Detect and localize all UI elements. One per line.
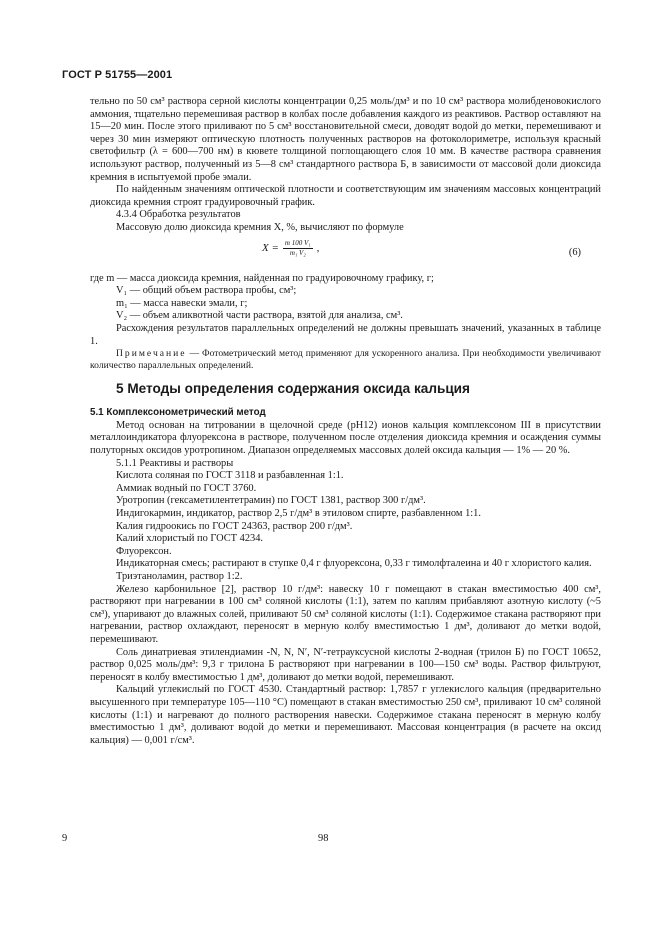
paragraph: Метод основан на титровании в щелочной среде (рН12) ионов кальция комплексоном III в присутствии металлоиндикатора флуорексона в растворе, полученном после отделения диоксида кремния и осаждения суммы полуторных оксидов уротропином. Диапазон определяемых массовых долей оксида кальция — 1% — 20 %.: [90, 419, 601, 457]
definition: m₁ — масса навески эмали, г;: [116, 297, 248, 309]
list-item: Кислота соляная по ГОСТ 3118 и разбавленная 1:1.: [116, 470, 344, 482]
list-item: Аммиак водный по ГОСТ 3760.: [116, 482, 257, 494]
list-item: Индикаторная смесь; растирают в ступке 0,4 г флуорексона, 0,33 г тимолфталеина и 40 г хлористого калия.: [116, 558, 592, 570]
formula-lhs: X =: [262, 241, 279, 254]
formula-numerator: m 100 V₁: [284, 238, 311, 247]
equation-number: (6): [568, 246, 581, 258]
subsection-heading: 5.1.1 Реактивы и растворы: [116, 457, 234, 469]
variable-definitions: [90, 273, 601, 323]
page-number-left: 9: [62, 833, 68, 844]
paragraph: Расхождения результатов параллельных определений не должны превышать значений, указанных в таблице 1.: [90, 322, 601, 347]
standard-header: ГОСТ Р 51755—2001: [62, 69, 173, 81]
list-item: Уротропин (гексаметилентетрамин) по ГОСТ 1381, раствор 300 г/дм³.: [116, 495, 426, 507]
formula: [262, 239, 319, 258]
list-item: Флуорексон.: [116, 545, 172, 557]
list-item: Железо карбонильное [2], раствор 10 г/дм³: навеску 10 г помещают в стакан вместимостью 400 см³, растворяют при нагревании в 100 см³ соляной кислоты (1:1), затем по каплям прибавляют азотную кислоту (~5 см³), упаривают до влажных солей, приливают 50 см³ соляной кислоты (1:1). Содержимое стакана растворяют при нагревании, раствор охлаждают, переносят в мерную колбу вместимостью 1 дм³, доливают до метки водой, перемешивают.: [90, 583, 601, 645]
paragraph: тельно по 50 см³ раствора серной кислоты концентрации 0,25 моль/дм³ и по 10 см³ раствора молибденовокислого аммония, тщательно перемешивая раствор в колбах после добавления каждого из реактивов. Раствор оставляют на 15—20 мин. После этого приливают по 5 см³ восстановительной смеси, доводят водой до метки, перемешивают и через 30 мин измеряют оптическую плотность полученных растворов на фотоколориметре, используя красный светофильтр (λ = 600—700 нм) в кювете толщиной поглощающего слоя 10 мм. В качестве раствора сравнения используют раствор, полученный из 5—8 см³ стандартного раствора Б, в зависимости от массовой доли диоксида кремния в испытуемой пробе эмали.: [90, 96, 601, 183]
note: [90, 348, 601, 371]
note-text: — Фотометрический метод применяют для ускоренного анализа. При необходимости увеличивают количество параллельных определений.: [90, 348, 601, 371]
list-item: Калия гидроокись по ГОСТ 24363, раствор 200 г/дм³.: [116, 520, 353, 532]
list-item: Индигокармин, индикатор, раствор 2,5 г/дм³ в этиловом спирте, разбавленном 1:1.: [116, 508, 481, 520]
paragraph: По найденным значениям оптической плотности и соответствующим им значениям массовых концентраций диоксида кремния строят градуировочный график.: [90, 184, 601, 208]
formula-row: [90, 235, 601, 273]
section-title: 5 Методы определения содержания оксида кальция: [116, 381, 470, 397]
page-number-center: 98: [318, 833, 329, 844]
paragraph: Массовую долю диоксида кремния X, %, вычисляют по формуле: [116, 221, 404, 233]
subsection-heading: 4.3.4 Обработка результатов: [116, 209, 241, 221]
note-label: Примечание: [116, 348, 187, 360]
formula-denominator: m₁ V₂: [289, 248, 306, 257]
list-item: Соль динатриевая этилендиамин -N, N, N′, N′-тетрауксусной кислоты 2-водная (трилон Б) по ГОСТ 10652, раствор 0,025 моль/дм³: 9,3 г трилона Б растворяют при нагревании в 100—150 см³ воды. Раствор фильтруют, переносят в колбу вместимостью 1 дм³, доливают до метки водой, перемешивают.: [90, 646, 601, 683]
definition: где m — масса диоксида кремния, найденная по градуировочному графику, г;: [90, 272, 434, 284]
definition: V₂ — объем аликвотной части раствора, взятой для анализа, см³.: [116, 310, 403, 322]
subsection-title: 5.1 Комплексонометрический метод: [90, 407, 266, 419]
formula-trail: ,: [316, 241, 320, 254]
list-item: Калий хлористый по ГОСТ 4234.: [116, 533, 264, 545]
definition: V₁ — общий объем раствора пробы, см³;: [116, 285, 297, 297]
list-item: Триэтаноламин, раствор 1:2.: [116, 571, 243, 582]
formula-fraction: [283, 239, 313, 258]
list-item: Кальций углекислый по ГОСТ 4530. Стандартный раствор: 1,7857 г углекислого кальция (предварительно высушенного при температуре 105—110 °С) помещают в стакан вместимостью 250 см³, приливают 10 см³ соляной кислоты (1:1) и нагревают до полного растворения навески. Содержимое стакана переносят в мерную колбу вместимостью 1 дм³, доливают водой до метки и перемешивают. Массовая концентрация (в расчете на оксид кальция) — 0,001 г/см³.: [90, 684, 601, 746]
document-body: [90, 96, 601, 747]
